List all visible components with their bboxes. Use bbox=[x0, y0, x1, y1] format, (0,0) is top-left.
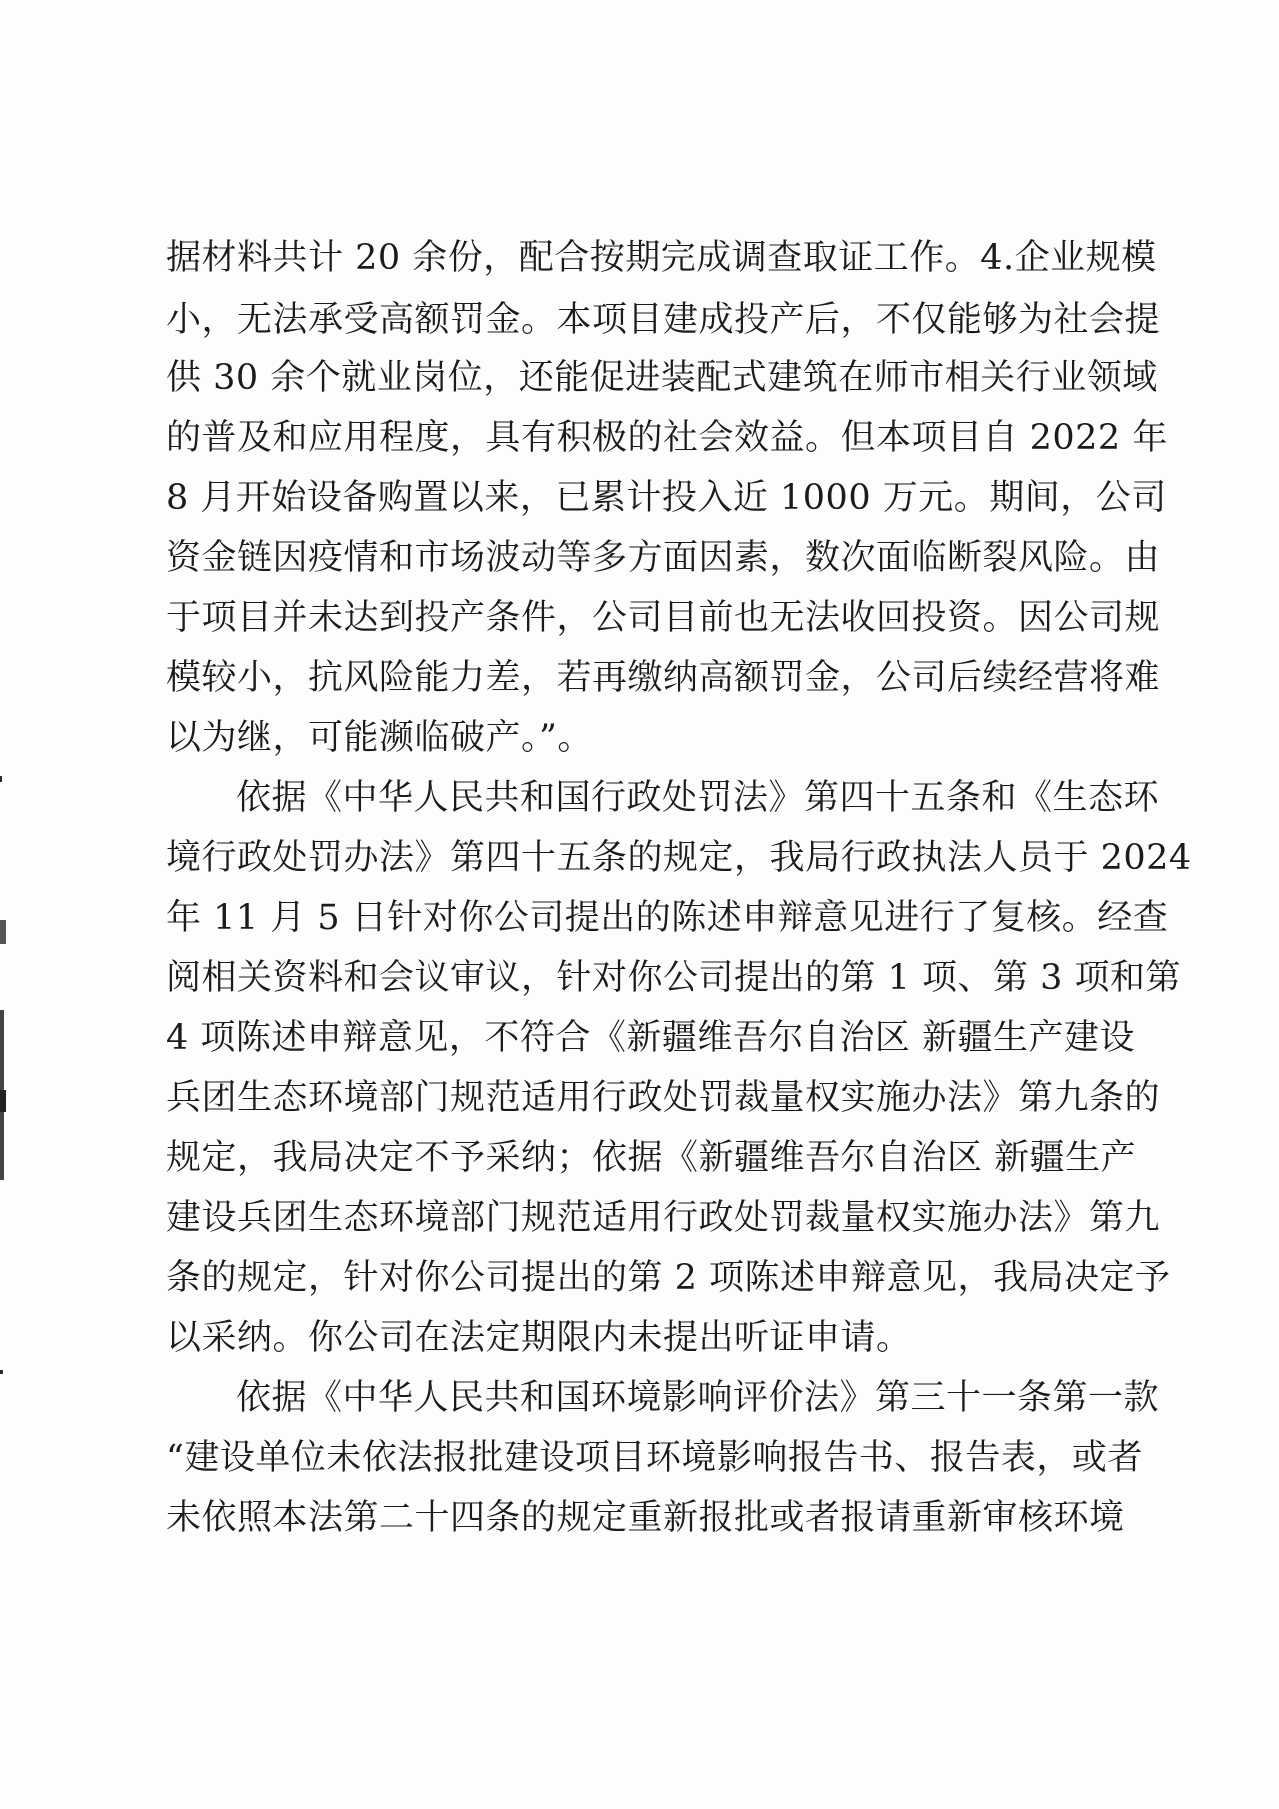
text-line: 据材料共计 20 余份，配合按期完成调查取证工作。4.企业规模 bbox=[166, 238, 1157, 278]
text-line: 的普及和应用程度，具有积极的社会效益。但本项目自 2022 年 bbox=[166, 418, 1168, 458]
text-line: 兵团生态环境部门规范适用行政处罚裁量权实施办法》第九条的 bbox=[166, 1078, 1161, 1118]
binding-edge-mark bbox=[0, 1090, 6, 1112]
text-line: 资金链因疫情和市场波动等多方面因素，数次面临断裂风险。由 bbox=[166, 538, 1161, 578]
text-line: 未依照本法第二十四条的规定重新报批或者报请重新审核环境 bbox=[166, 1498, 1125, 1538]
text-line: 规定，我局决定不予采纳；依据《新疆维吾尔自治区 新疆生产 bbox=[166, 1138, 1137, 1178]
text-line: 以采纳。你公司在法定期限内未提出听证申请。 bbox=[166, 1318, 912, 1358]
text-line: 小，无法承受高额罚金。本项目建成投产后，不仅能够为社会提 bbox=[166, 300, 1161, 340]
text-line: 模较小，抗风险能力差，若再缴纳高额罚金，公司后续经营将难 bbox=[166, 658, 1161, 698]
text-line: 供 30 余个就业岗位，还能促进装配式建筑在师市相关行业领域 bbox=[166, 358, 1158, 398]
text-line: 阅相关资料和会议审议，针对你公司提出的第 1 项、第 3 项和第 bbox=[166, 958, 1182, 998]
binding-edge-mark bbox=[0, 1370, 3, 1374]
binding-edge-mark bbox=[0, 920, 6, 944]
paragraph-first-line: 依据《中华人民共和国行政处罚法》第四十五条和《生态环 bbox=[236, 778, 1160, 818]
text-line: 于项目并未达到投产条件，公司目前也无法收回投资。因公司规 bbox=[166, 598, 1161, 638]
text-line: 4 项陈述申辩意见，不符合《新疆维吾尔自治区 新疆生产建设 bbox=[166, 1018, 1136, 1058]
text-line: 建设兵团生态环境部门规范适用行政处罚裁量权实施办法》第九 bbox=[166, 1198, 1161, 1238]
text-line: 年 11 月 5 日针对你公司提出的陈述申辩意见进行了复核。经查 bbox=[166, 898, 1169, 938]
text-line: 境行政处罚办法》第四十五条的规定，我局行政执法人员于 2024 bbox=[166, 838, 1192, 878]
paragraph-first-line: 依据《中华人民共和国环境影响评价法》第三十一条第一款 bbox=[236, 1378, 1160, 1418]
binding-edge-mark bbox=[0, 776, 2, 782]
text-line: 条的规定，针对你公司提出的第 2 项陈述申辩意见，我局决定予 bbox=[166, 1258, 1171, 1298]
text-line: 8 月开始设备购置以来，已累计投入近 1000 万元。期间，公司 bbox=[166, 478, 1167, 518]
text-line: 以为继，可能濒临破产。”。 bbox=[166, 718, 593, 758]
text-line: “建设单位未依法报批建设项目环境影响报告书、报告表，或者 bbox=[166, 1438, 1143, 1478]
